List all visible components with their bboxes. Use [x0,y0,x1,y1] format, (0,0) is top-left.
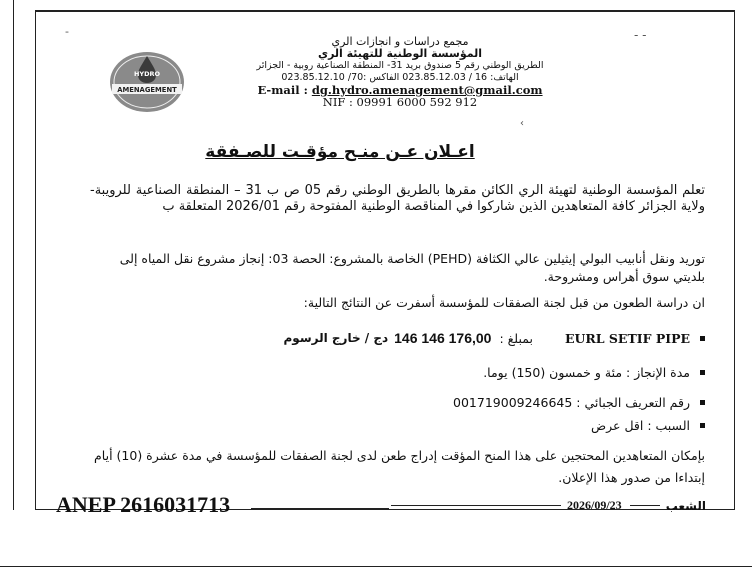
scan-mark: ‹ [520,118,524,129]
svg-text:HYDRO: HYDRO [133,70,161,78]
duration-text: مدة الإنجاز : مئة و خمسون (150) يوما. [483,365,690,380]
svg-text:AMENAGEMENT: AMENAGEMENT [117,86,177,94]
bullet-icon [700,423,705,428]
footer-rule [251,508,389,509]
amount-label: بمبلغ : [499,330,533,346]
org-phone-fax: الهاتف: 16 / 023.85.12.03 الفاكس :70/ 023.85.12.10 [281,72,519,83]
scan-mark: - [65,25,69,38]
ad-footer [56,492,706,518]
intro-paragraph: تعلم المؤسسة الوطنية لتهيئة الري الكائن مقرها بالطريق الوطني رقم 05 ص ب 31 – المنطقة الصناعية للرويبة- ولاية الجزائر كافة المتعاهدين الذين شاركوا في المناقصة الوطنية المفتوحة رقم 2026/01 المتعلقة ب [90,183,706,214]
tax-id-text: رقم التعريف الجبائي : 001719009246645 [453,395,690,410]
org-name: المؤسسة الوطنية للتهيئة الري [317,47,482,60]
org-address: الطريق الوطني رقم 5 صندوق بريد 31- المنطقة الصناعية روبية - الجزائر [256,60,544,71]
publication-info [391,498,706,513]
appeal-paragraph: بإمكان المتعاهدين المحتجين على هذا المنح المؤقت إدراج طعن لدى لجنة الصفقات للمؤسسة في مدة عشرة (10) أيام إبتداءا من صدور هذا الإعلان. [94,448,705,485]
results-intro: ان دراسة الطعون من قبل لجنة الصفقات للمؤسسة أسفرت عن النتائج التالية: [303,295,705,310]
bottom-rule [0,566,752,567]
footer-rule [630,505,660,506]
org-header [230,36,570,108]
email-label: E-mail : [257,83,308,97]
result-reason-row [90,418,705,433]
result-company-row [90,330,705,346]
left-column-border [0,0,14,510]
project-paragraph: توريد ونقل أنابيب البولي إيثيلين عالي الكثافة (PEHD) الخاصة بالمشروع: الحصة 03: إنجاز مشروع نقل المياه إلى بلديتي سوق أهراس ومشروحة. [119,251,705,284]
publication-date: 2026/09/23 [567,498,622,512]
bullet-icon [700,336,705,341]
email-address[interactable]: dg.hydro.amenagement@gmail.com [311,83,543,97]
ad-title: اعـلان عـن منـح مؤقـت للصـفقة [205,142,475,162]
org-nif: NIF : 09991 6000 592 912 [322,95,478,109]
amount-unit: دج / خارج الرسوم [283,331,389,345]
anep-reference: ANEP 2616031713 [56,492,231,517]
org-group-name: مجمع دراسات و انجازات الري [331,35,469,48]
bullet-icon [700,400,705,405]
reason-text: السبب : اقل عرض [591,418,690,433]
newspaper-name: الشعب [665,498,706,513]
scan-mark: - - [634,28,647,42]
result-taxid-row [90,395,705,410]
result-duration-row [90,365,705,380]
amount-value: 146 146 176,00 [394,330,492,346]
footer-rule [391,505,561,506]
winning-company: EURL SETIF PIPE [564,330,690,346]
hydro-amenagement-logo [108,50,186,114]
bullet-icon [700,370,705,375]
